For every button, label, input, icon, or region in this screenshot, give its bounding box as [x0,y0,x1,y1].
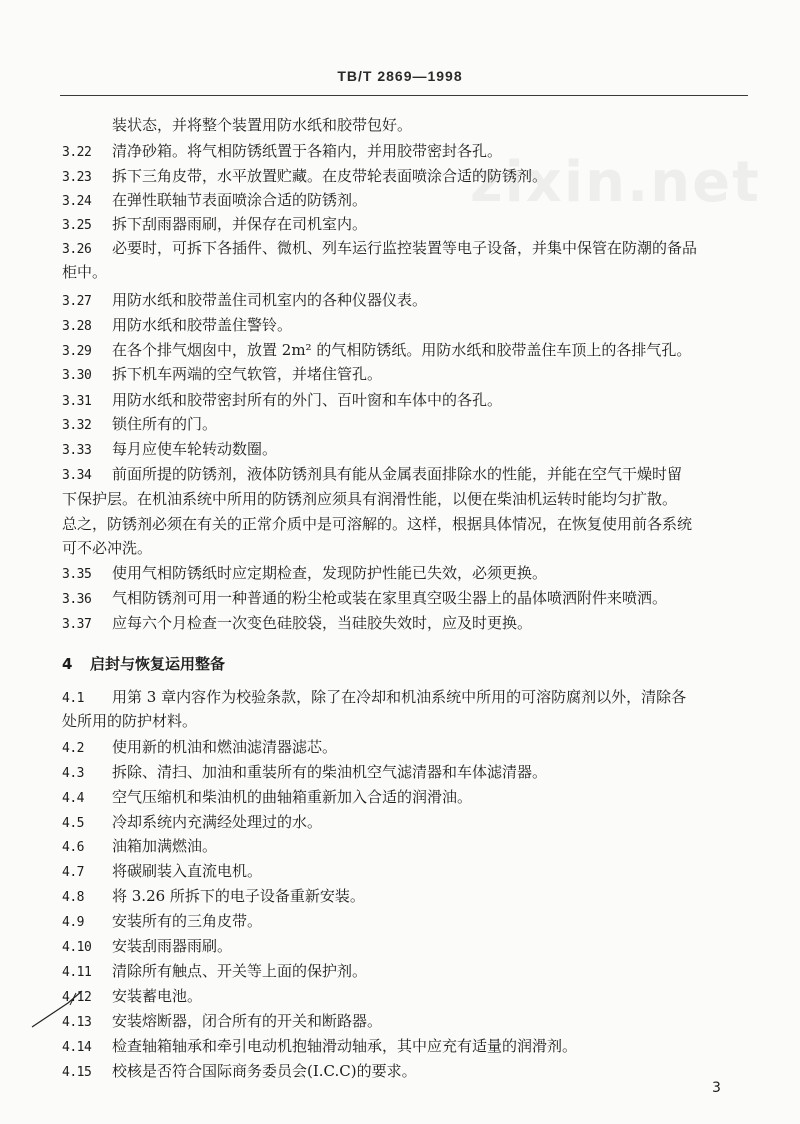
clause-4-5: 4.5 冷却系统内充满经处理过的水。 [62,813,323,831]
text-line: 柜中。 [62,263,108,281]
clause-3-23: 3.23 拆下三角皮带，水平放置贮藏。在皮带轮表面喷涂合适的防锈剂。 [62,167,548,185]
clause-3-28: 3.28 用防水纸和胶带盖住警铃。 [62,316,293,334]
clause-3-33: 3.33 每月应使车轮转动数圈。 [62,440,278,458]
text-line: 总之，防锈剂必须在有关的正常介质中是可溶解的。这样，根据具体情况，在恢复使用前各系统 [62,515,693,533]
text-line: 装状态，并将整个装置用防水纸和胶带包好。 [112,116,413,134]
clause-4-1: 4.1 用第 3 章内容作为校验条款，除了在冷却和机油系统中所用的可溶防腐剂以外，清除各 [62,688,687,706]
clause-3-22: 3.22 清净砂箱。将气相防锈纸置于各箱内，并用胶带密封各孔。 [62,142,503,160]
clause-4-7: 4.7 将碳刷装入直流电机。 [62,862,263,880]
clause-3-26: 3.26 必要时，可拆下各插件、微机、列车运行监控装置等电子设备，并集中保管在防潮的备品 [62,239,698,257]
clause-4-14: 4.14 检查轴箱轴承和牵引电动机抱轴滑动轴承，其中应充有适量的润滑剂。 [62,1037,578,1055]
clause-4-13: 4.13 安装熔断器，闭合所有的开关和断路器。 [62,1012,383,1030]
clause-3-27: 3.27 用防水纸和胶带盖住司机室内的各种仪器仪表。 [62,291,428,309]
clause-4-4: 4.4 空气压缩机和柴油机的曲轴箱重新加入合适的润滑油。 [62,788,473,806]
clause-3-37: 3.37 应每六个月检查一次变色硅胶袋，当硅胶失效时，应及时更换。 [62,614,533,632]
header-rule [60,95,748,96]
page-number: 3 [712,1080,721,1096]
clause-4-10: 4.10 安装刮雨器雨刷。 [62,937,233,955]
clause-3-31: 3.31 用防水纸和胶带密封所有的外门、百叶窗和车体中的各孔。 [62,391,503,409]
text-line: 可不必冲洗。 [62,539,153,557]
section-heading: 4 启封与恢复运用整备 [62,655,226,673]
clause-4-2: 4.2 使用新的机油和燃油滤清器滤芯。 [62,738,338,756]
clause-3-32: 3.32 锁住所有的门。 [62,415,218,433]
clause-3-25: 3.25 拆下刮雨器雨刷，并保存在司机室内。 [62,215,368,233]
clause-4-15: 4.15 校核是否符合国际商务委员会(I.C.C)的要求。 [62,1062,417,1080]
page-header: TB/T 2869—1998 [337,68,463,84]
clause-3-30: 3.30 拆下机车两端的空气软管，并堵住管孔。 [62,365,383,383]
watermark: zixin.net [470,150,761,215]
clause-3-35: 3.35 使用气相防锈纸时应定期检查，发现防护性能已失效，必须更换。 [62,564,548,582]
clause-4-11: 4.11 清除所有触点、开关等上面的保护剂。 [62,962,368,980]
clause-4-3: 4.3 拆除、清扫、加油和重装所有的柴油机空气滤清器和车体滤清器。 [62,763,548,781]
pen-mark [30,985,90,1030]
clause-4-8: 4.8 将 3.26 所拆下的电子设备重新安装。 [62,887,365,905]
text-line: 处所用的防护材料。 [62,712,198,730]
clause-3-34: 3.34 前面所提的防锈剂，液体防锈剂具有能从金属表面排除水的性能，并能在空气干燥时留 [62,465,683,483]
clause-4-6: 4.6 油箱加满燃油。 [62,837,218,855]
clause-3-36: 3.36 气相防锈剂可用一种普通的粉尘枪或装在家里真空吸尘器上的晶体喷洒附件来喷洒。 [62,589,668,607]
clause-3-29: 3.29 在各个排气烟囱中，放置 2m² 的气相防锈纸。用防水纸和胶带盖住车顶上的各排气孔。 [62,341,692,359]
clause-4-12: 4.12 安装蓄电池。 [62,987,203,1005]
text-line: 下保护层。在机油系统中所用的防锈剂应须具有润滑性能，以便在柴油机运转时能均匀扩散。 [62,490,678,508]
clause-4-9: 4.9 安装所有的三角皮带。 [62,912,263,930]
clause-3-24: 3.24 在弹性联轴节表面喷涂合适的防锈剂。 [62,191,368,209]
